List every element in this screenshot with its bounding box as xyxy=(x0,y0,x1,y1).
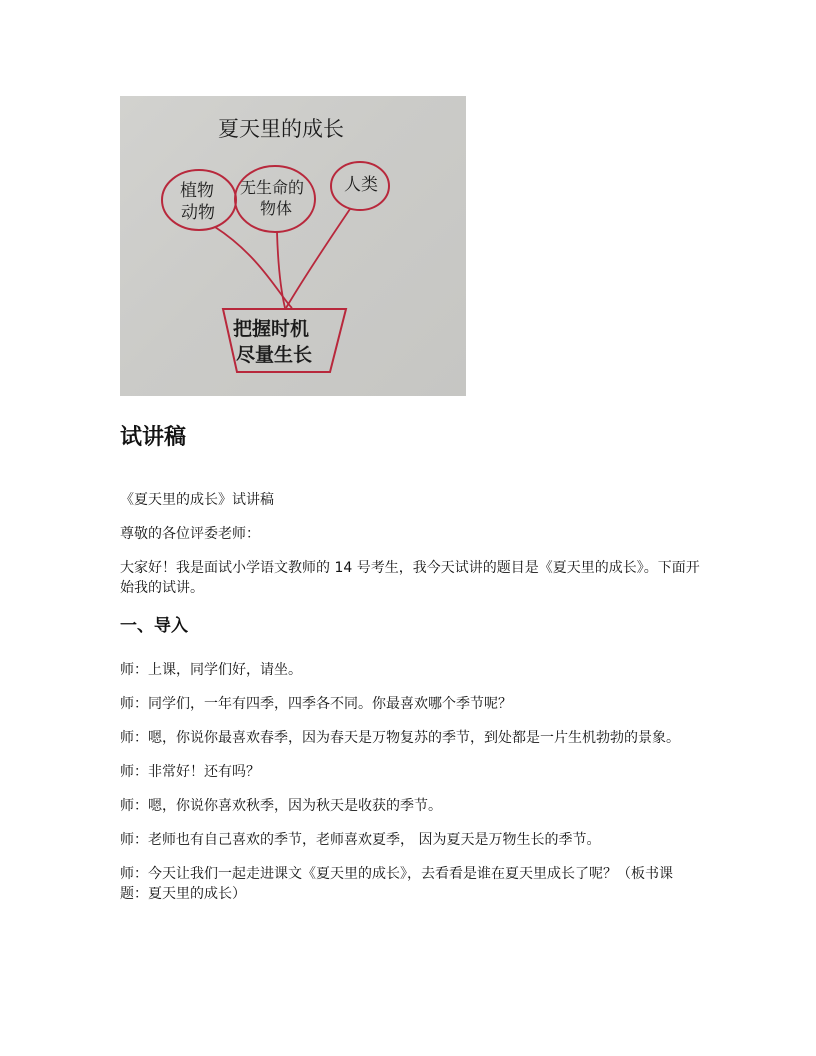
dialogue-line: 师：今天让我们一起走进课文《夏天里的成长》，去看看是谁在夏天里成长了呢？（板书课题：夏天里的成长） xyxy=(120,866,673,902)
board-title: 夏天里的成长 xyxy=(218,117,344,141)
lesson-title-line: 《夏天里的成长》试讲稿 xyxy=(120,492,274,508)
bubble-2-line1: 无生命的 xyxy=(240,178,305,197)
lecture-content xyxy=(120,416,700,918)
intro-paragraph: 大家好！我是面试小学语文教师的 14 号考生，我今天试讲的题目是《夏天里的成长》。下面开始我的试讲。 xyxy=(120,560,700,596)
bubble-2-line2: 物体 xyxy=(260,199,293,218)
dialogue-line: 师：非常好！还有吗？ xyxy=(120,764,260,780)
bubble-1-line1: 植物 xyxy=(180,181,214,201)
dialogue-line: 师：老师也有自己喜欢的季节，老师喜欢夏季， 因为夏天是万物生长的季节。 xyxy=(120,832,601,848)
board-diagram xyxy=(120,96,466,396)
board-photo xyxy=(120,96,466,396)
dialogue-line: 师：上课，同学们好，请坐。 xyxy=(120,662,302,678)
stem-left xyxy=(215,227,292,308)
bubble-3-line1: 人类 xyxy=(344,175,378,195)
pot-line2: 尽量生长 xyxy=(236,344,313,366)
pot-line1: 把握时机 xyxy=(233,318,310,340)
dialogue-line: 师：同学们，一年有四季，四季各不同。你最喜欢哪个季节呢？ xyxy=(120,696,512,712)
section-title: 一、导入 xyxy=(120,616,188,636)
greeting-line: 尊敬的各位评委老师： xyxy=(120,526,260,542)
dialogue-line: 师：嗯，你说你最喜欢春季，因为春天是万物复苏的季节，到处都是一片生机勃勃的景象。 xyxy=(120,730,680,746)
stem-right xyxy=(286,209,350,308)
page-title: 试讲稿 xyxy=(120,425,187,450)
dialogue-line: 师：嗯，你说你喜欢秋季，因为秋天是收获的季节。 xyxy=(120,798,442,814)
bubble-1-line2: 动物 xyxy=(181,203,215,223)
